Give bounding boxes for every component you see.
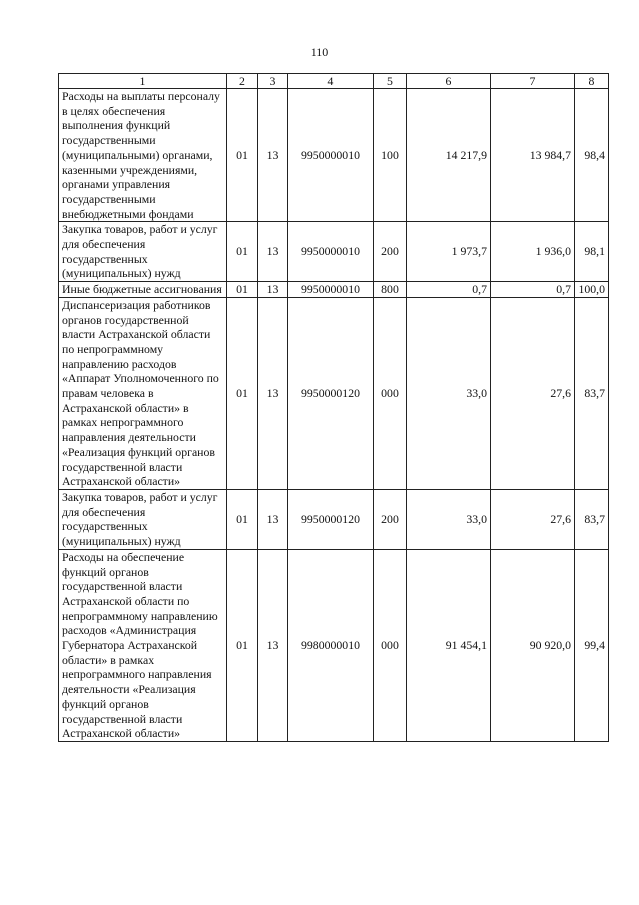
page-number: 110 [310,45,329,59]
section-code: 01 [227,282,258,298]
row-description: Расходы на выплаты персоналу в целях обеспечения выполнения функций государственными (муниципальными) органами, казенными учреждениями, органами управления государственными внебюджетными фондами [59,89,227,222]
column-header: 2 [227,74,258,89]
planned-amount: 33,0 [407,489,491,549]
column-header: 8 [575,74,609,89]
header-row [59,74,609,89]
section-code: 01 [227,297,258,489]
target-article-code: 9950000120 [288,489,374,549]
planned-amount: 14 217,9 [407,89,491,222]
execution-percent: 98,4 [575,89,609,222]
row-description: Иные бюджетные ассигнования [59,282,227,298]
row-description: Диспансеризация работников органов государственной власти Астраханской области по непрограммному направлению расходов «Аппарат Уполномоченного по правам человека в Астраханской области» в рамках непрограммного направления деятельности «Реализация функций органов государственной власти Астраханской области» [59,297,227,489]
section-code: 01 [227,549,258,741]
table-row [59,489,609,549]
column-header: 4 [288,74,374,89]
execution-percent: 83,7 [575,297,609,489]
row-description: Закупка товаров, работ и услуг для обеспечения государственных (муниципальных) нужд [59,222,227,282]
column-header: 1 [59,74,227,89]
section-code: 01 [227,89,258,222]
execution-percent: 100,0 [575,282,609,298]
column-header: 7 [491,74,575,89]
subsection-code: 13 [258,297,288,489]
expense-type-code: 200 [374,489,407,549]
planned-amount: 33,0 [407,297,491,489]
section-code: 01 [227,489,258,549]
target-article-code: 9980000010 [288,549,374,741]
budget-table [58,73,609,742]
column-header: 5 [374,74,407,89]
table-row [59,222,609,282]
subsection-code: 13 [258,282,288,298]
actual-amount: 13 984,7 [491,89,575,222]
target-article-code: 9950000010 [288,89,374,222]
target-article-code: 9950000010 [288,222,374,282]
subsection-code: 13 [258,549,288,741]
column-header: 6 [407,74,491,89]
column-header: 3 [258,74,288,89]
subsection-code: 13 [258,489,288,549]
subsection-code: 13 [258,89,288,222]
subsection-code: 13 [258,222,288,282]
actual-amount: 0,7 [491,282,575,298]
target-article-code: 9950000120 [288,297,374,489]
execution-percent: 83,7 [575,489,609,549]
expense-type-code: 200 [374,222,407,282]
actual-amount: 27,6 [491,489,575,549]
planned-amount: 1 973,7 [407,222,491,282]
planned-amount: 0,7 [407,282,491,298]
actual-amount: 1 936,0 [491,222,575,282]
execution-percent: 99,4 [575,549,609,741]
table-row [59,282,609,298]
row-description: Закупка товаров, работ и услуг для обеспечения государственных (муниципальных) нужд [59,489,227,549]
table-row [59,297,609,489]
planned-amount: 91 454,1 [407,549,491,741]
expense-type-code: 000 [374,297,407,489]
table-row [59,89,609,222]
execution-percent: 98,1 [575,222,609,282]
actual-amount: 90 920,0 [491,549,575,741]
target-article-code: 9950000010 [288,282,374,298]
expense-type-code: 800 [374,282,407,298]
row-description: Расходы на обеспечение функций органов государственной власти Астраханской области по непрограммному направлению расходов «Администрация Губернатора Астраханской области» в рамках непрограммного направления деятельности «Реализация функций органов государственной власти Астраханской области» [59,549,227,741]
table-row [59,549,609,741]
section-code: 01 [227,222,258,282]
actual-amount: 27,6 [491,297,575,489]
expense-type-code: 100 [374,89,407,222]
expense-type-code: 000 [374,549,407,741]
